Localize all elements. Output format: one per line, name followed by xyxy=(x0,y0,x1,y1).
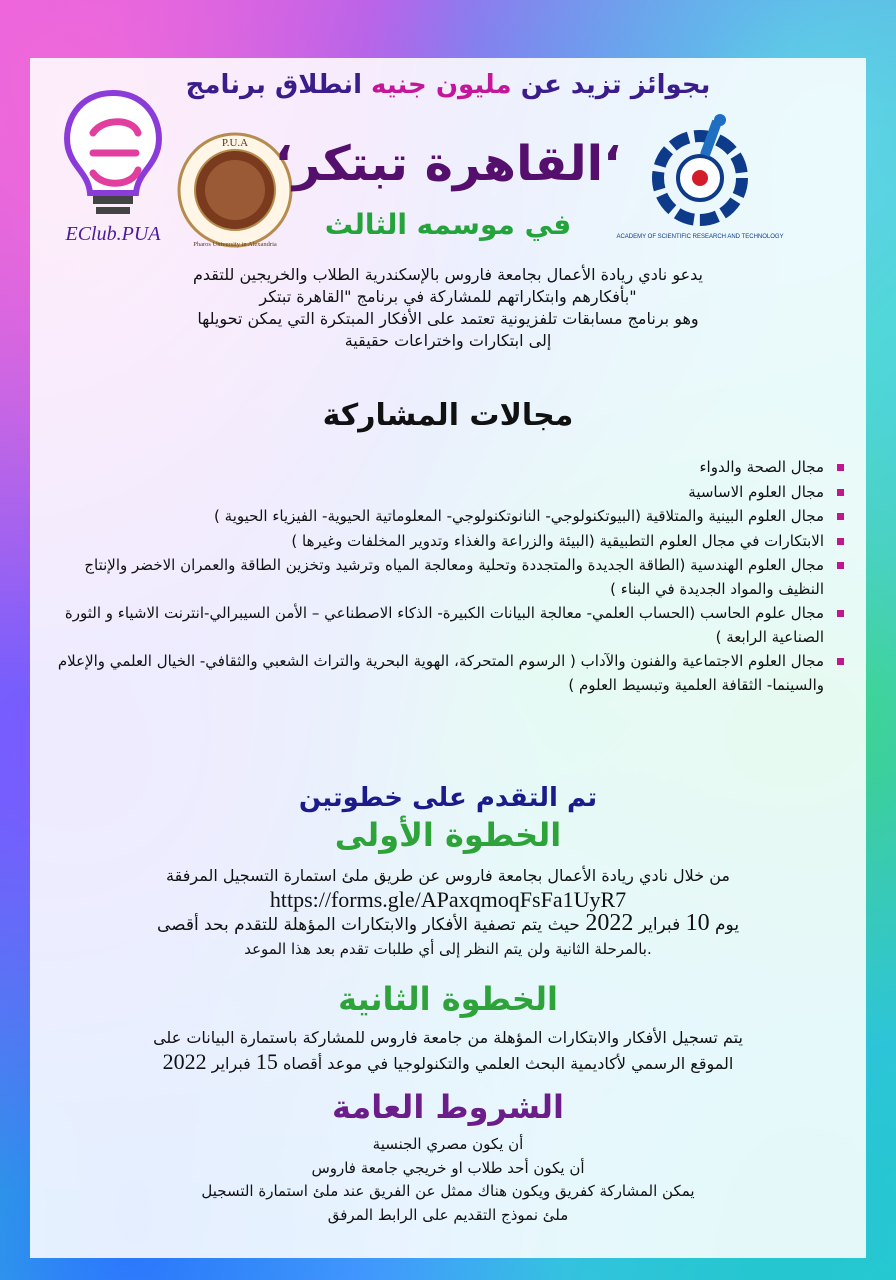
list-item: مجال العلوم البينية والمتلاقية (البيوتكنولوجي- النانوتكنولوجي- المعلوماتية الحيوية- الفيزياء الحيوية ) xyxy=(40,505,846,529)
fields-title: مجالات المشاركة xyxy=(322,398,574,433)
list-item: مجال العلوم الاجتماعية والفنون والآداب ( الرسوم المتحركة، الهوية البحرية والتراث الشعبي والثقافي- الخيال العلمي والإعلام والسينما- الثقافة العلمية وتبسيط العلوم ) xyxy=(40,650,846,697)
condition-line: أن يكون أحد طلاب او خريجي جامعة فاروس xyxy=(311,1158,585,1177)
intro-line: "بأفكارهم وابتكاراتهم للمشاركة في برنامج "القاهرة تبتكر xyxy=(259,287,637,306)
list-item: مجال العلوم الهندسية (الطاقة الجديدة والمتجددة وتحلية ومعالجة المياه وترشيد وتخزين الطاقة والعمران الاخضر والإنتاج النظيف والمواد الجديدة في البناء ) xyxy=(40,554,846,601)
bullet-icon xyxy=(837,658,844,665)
step1-text: من خلال نادي ريادة الأعمال بجامعة فاروس عن طريق ملئ استمارة التسجيل المرفقة xyxy=(166,866,730,885)
list-item: مجال الصحة والدواء xyxy=(40,456,846,480)
bullet-icon xyxy=(837,562,844,569)
conditions-list xyxy=(70,1133,826,1227)
bullet-icon xyxy=(837,538,844,545)
steps-title: تم التقدم على خطوتين xyxy=(298,783,598,813)
program-subtitle: في موسمه الثالث xyxy=(324,208,572,241)
step2-text: يتم تسجيل الأفكار والابتكارات المؤهلة من جامعة فاروس للمشاركة باستمارة البيانات على الموقع الرسمي لأكاديمية البحث العلمي والتكنولوجيا في موعد أقصاه 15 فبراير 2022 xyxy=(153,1028,743,1074)
list-item: مجال العلوم الاساسية xyxy=(40,481,846,505)
eclub-logo-text: EClub.PUA xyxy=(65,223,161,245)
poster-panel xyxy=(30,58,866,1258)
step1-title: الخطوة الأولى xyxy=(334,816,562,854)
condition-line: يمكن المشاركة كفريق ويكون هناك ممثل عن الفريق عند ملئ استمارة التسجيل xyxy=(201,1182,695,1200)
step1-deadline: يوم 10 فبراير 2022 حيث يتم تصفية الأفكار والابتكارات المؤهلة للتقدم بحد أقصى xyxy=(156,910,740,936)
eclub-logo xyxy=(38,78,188,248)
list-item: مجال علوم الحاسب (الحساب العلمي- معالجة البيانات الكبيرة- الذكاء الاصطناعي – الأمن السيبرالي-انترنت الاشياء و الثورة الصناعية الرابعة ) xyxy=(40,602,846,649)
academy-logo xyxy=(616,108,784,258)
bullet-icon xyxy=(837,513,844,520)
list-item: الابتكارات في مجال العلوم التطبيقية (البيئة والزراعة والغذاء وتدوير المخلفات وغيرها ) xyxy=(40,530,846,554)
headline-accent: مليون جنيه xyxy=(371,70,512,100)
step1-note: .بالمرحلة الثانية ولن يتم النظر إلى أي طلبات تقدم بعد هذا الموعد xyxy=(244,940,652,958)
pua-seal-top: P.U.A xyxy=(221,137,249,149)
step2-title: الخطوة الثانية xyxy=(338,980,558,1018)
pua-seal-ring: Pharos University in Alexandria xyxy=(193,241,277,248)
bullet-icon xyxy=(837,464,844,471)
condition-line: ملئ نموذج التقديم على الرابط المرفق xyxy=(327,1205,569,1224)
program-title: ‘القاهرة تبتكر‘ xyxy=(274,136,622,192)
academy-logo-text: ACADEMY OF SCIENTIFIC RESEARCH AND TECHNOLOGY xyxy=(616,234,784,240)
intro-line: يدعو نادي ريادة الأعمال بجامعة فاروس بالإسكندرية الطلاب والخريجين للتقدم xyxy=(193,265,703,284)
condition-line: أن يكون مصري الجنسية xyxy=(372,1135,524,1153)
intro-line: وهو برنامج مسابقات تلفزيونية تعتمد على الأفكار المبتكرة التي يمكن تحويلها xyxy=(197,309,699,328)
headline-pre: بجوائز تزيد عن xyxy=(520,70,711,100)
headline-post: انطلاق برنامج xyxy=(185,70,362,100)
conditions-title: الشروط العامة xyxy=(332,1088,564,1126)
intro-line: إلى ابتكارات واختراعات حقيقية xyxy=(344,331,552,350)
bullet-icon xyxy=(837,610,844,617)
bullet-icon xyxy=(837,489,844,496)
registration-link[interactable]: https://forms.gle/APaxqmoqFsFa1UyR7 xyxy=(269,887,627,912)
intro-paragraph xyxy=(70,264,826,352)
fields-list xyxy=(40,456,846,698)
headline xyxy=(30,70,866,100)
